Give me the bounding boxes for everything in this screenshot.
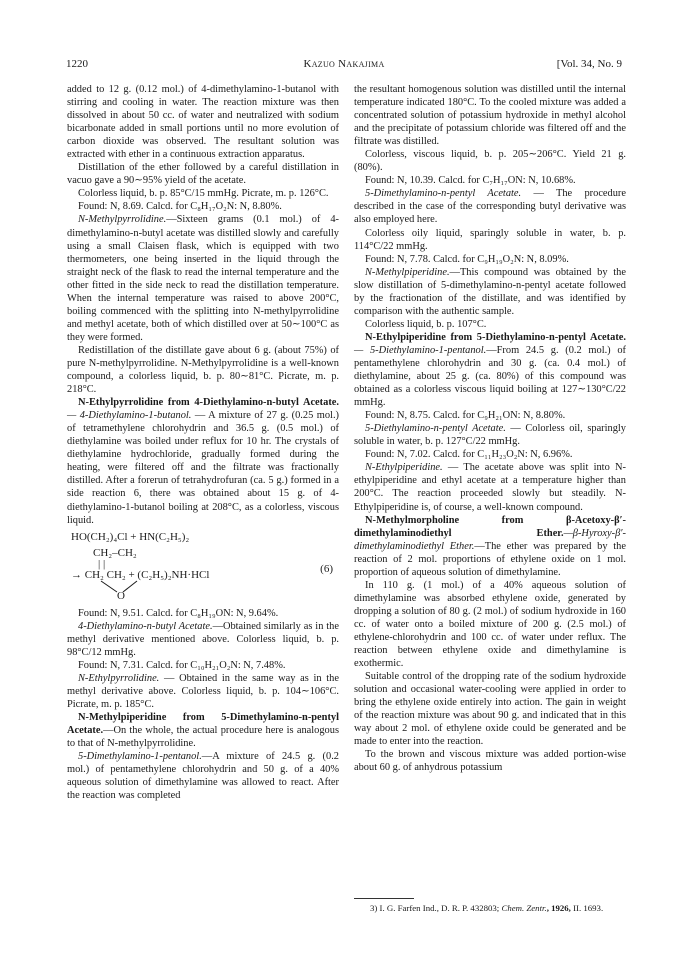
paragraph	[354, 461, 626, 513]
left-column	[67, 83, 339, 802]
analysis-line: Found: N, 8.69. Calcd. for C₈H₁₇O₂N: N, 8.80%.	[78, 201, 282, 213]
paragraph-body: —The ether was prepared by the reaction of 2 mol. proportions of ethylene oxide on 1 mol. proportion of aqueous solution of dimethylamine.	[354, 540, 626, 578]
paragraph: In 110 g. (1 mol.) of a 40% aqueous solution of dimethylamine was absorbed ethylene oxide, generated by dropping a solution of 80 g. (2 mol.) of sodium hydroxide in 160 cc. of water onto a boiled mixture of 200 g. (2.5 mol.) of ethylene-chlorohydrin and 100 cc. of water under reflux. The reaction between ethylene oxide and dimethylamine is exothermic.	[354, 579, 626, 670]
paragraph-body: — A mixture of 27 g. (0.25 mol.) of tetramethylene chlorohydrin and 36.5 g. (0.5 mol.) of diethylamine was boiled under reflux for 10 hr. The crystals of diethylamine hydrochloride, gradually formed during the heating, were filtered off and the filtrate was fractionally distilled. After a forerun of tetrahydrofuran (ca. 5 g.) formed in a side reaction 6, there was obtained about 15 g. of 4-diethylamino-1-butanol boiling at 208°C, as a colorless, viscous liquid.	[67, 410, 339, 526]
paragraph	[354, 422, 626, 448]
analysis-line: Found: N, 7.02. Calcd. for C₁₁H₂₃O₂N: N, 6.96%.	[365, 449, 573, 461]
paragraph	[67, 672, 339, 711]
analysis-line: Found: N, 7.31. Calcd. for C₁₀H₂₁O₂N: N, 7.48%.	[78, 659, 286, 671]
paragraph	[354, 331, 626, 409]
equation-number: (6)	[320, 562, 333, 575]
paragraph: Suitable control of the dropping rate of the sodium hydroxide solution and occasional water-cooling were applied in order to bring the ethylene oxide entirely into action. The gain in weight of the reaction mixture was about 90 g. and indicated that in this way about 2 mol. of ethylene oxide could be generated and be made to enter into the reaction.	[354, 671, 626, 748]
paragraph: Colorless liquid, b. p. 107°C.	[365, 318, 487, 330]
paragraph-body: —This compound was obtained by the slow distillation of 5-dimethylamino-n-pentyl acetate followed by the fractionation of the distillate, and was identified by comparison with the authentic sample.	[354, 266, 626, 317]
section-title: 4-Diethylamino-n-butyl Acetate.	[78, 620, 213, 632]
section-title: 5-Dimethylamino-1-pentanol.	[78, 751, 202, 763]
paragraph	[67, 750, 339, 802]
paragraph-body: — The procedure described in the case of the corresponding butyl derivative was also employed here.	[354, 188, 627, 226]
paragraph: Colorless liquid, b. p. 85°C/15 mmHg. Picrate, m. p. 126°C.	[78, 188, 329, 200]
footnote-tail: II. 1693.	[570, 903, 604, 913]
section-subtitle: — 5-Diethylamino-1-pentanol.	[354, 344, 487, 356]
section-heading: N-Methylmorpholine from β-Acetoxy-β′-dimethylaminodiethyl Ether.	[354, 514, 626, 539]
paragraph: Colorless oily liquid, sparingly soluble in water, b. p. 114°C/22 mmHg.	[354, 227, 626, 252]
analysis-line: Found: N, 7.78. Calcd. for C₉H₁₉O₂N: N, 8.09%.	[365, 253, 569, 265]
section-heading: N-Ethylpiperidine from 5-Diethylamino-n-pentyl Acetate.	[365, 331, 626, 343]
footnote-divider	[354, 898, 414, 899]
right-column	[354, 83, 626, 774]
analysis-line: Found: N, 8.75. Calcd. for C₉H₂₁ON: N, 8.80%.	[365, 410, 566, 422]
paragraph-body: — Colorless oil, sparingly soluble in water, b. p. 127°C/22 mmHg.	[354, 423, 626, 448]
ring-top: CH₂–CH₂	[93, 546, 137, 559]
ring-bonds: | |	[98, 557, 106, 570]
paragraph-body: —Obtained similarly as in the methyl derivative mentioned above. Colorless liquid, b. p. 98°C/12 mmHg.	[67, 620, 339, 658]
section-heading: N-Ethylpyrrolidine from 4-Diethylamino-n-butyl Acetate.	[78, 397, 339, 409]
section-heading: N-Methylpiperidine from 5-Dimethylamino-n-pentyl Acetate.	[67, 711, 339, 737]
paragraph: To the brown and viscous mixture was added portion-wise about 60 g. of anhydrous potassium	[354, 749, 626, 774]
section-title: 5-Dimethylamino-n-pentyl Acetate.	[365, 188, 522, 200]
section-title: 5-Diethylamino-n-pentyl Acetate.	[365, 423, 506, 435]
ring-middle: → CH₂ CH₂ + (C₂H₅)₂NH·HCl	[71, 568, 210, 581]
section-title: N-Methylpiperidine.	[365, 266, 450, 278]
reaction-equation	[71, 531, 339, 603]
paragraph	[67, 711, 339, 750]
paragraph	[354, 266, 626, 318]
paragraph: the resultant homogenous solution was distilled until the internal temperature indicated 180°C. To the cooled mixture was added a concentrated solution of potassium hydroxide in methyl alcohol and the precipitate of potassium chloride was filtered off and the filtrate was distilled.	[354, 84, 626, 148]
paragraph	[354, 514, 626, 579]
paragraph	[67, 396, 339, 526]
footnote	[370, 903, 626, 914]
running-volume: [Vol. 34, No. 9	[556, 58, 622, 70]
paragraph	[67, 620, 339, 659]
paragraph: Colorless, viscous liquid, b. p. 205∼206°C. Yield 21 g. (80%).	[354, 149, 626, 174]
section-title: N-Methylpyrrolidine.	[78, 214, 167, 226]
paragraph: Redistillation of the distillate gave about 6 g. (about 75%) of pure N-methylpyrrolidine. N-Methylpyrrolidine is a well-known compound, a colorless liquid, b. p. 80∼81°C. Picrate, m. p. 218°C.	[67, 344, 339, 396]
paragraph: Distillation of the ether followed by a careful distillation in vacuo gave a 90∼95% yield of the acetate.	[67, 162, 339, 187]
paragraph-body: —On the whole, the actual procedure here is analogous to that of N-methylpyrrolidine.	[67, 725, 339, 750]
paragraph: added to 12 g. (0.12 mol.) of 4-dimethylamino-1-butanol with stirring and cooling in water. The reaction mixture was then dissolved in about 50 cc. of water and neutralized with sodium bicarbonate added in small portions until no more evolution of carbon dioxide was observed. The resultant solution was extracted with ether in a continuous extraction apparatus.	[67, 84, 339, 161]
paragraph	[354, 187, 626, 226]
running-author: Kazuo Nakajima	[303, 58, 385, 70]
paragraph-body: — The acetate above was split into N-ethylpiperidine and ethyl acetate at a temperature higher than 200°C. The reaction proceeded slowly but steadily. N-Ethylpiperidine is, of course, a well-known compound.	[354, 462, 626, 513]
paragraph	[67, 213, 339, 343]
tetrahydrofuran-structure	[71, 545, 291, 603]
section-title: N-Ethylpiperidine.	[365, 462, 443, 474]
footnote-journal: Chem. Zentr.	[501, 903, 547, 913]
footnote-year: , 1926,	[546, 903, 571, 913]
section-subtitle: —β-Hyroxy-β′-dimethylaminodiethyl Ether.	[354, 527, 626, 552]
paragraph-body: —Sixteen grams (0.1 mol.) of 4-dimethylamino-n-butyl acetate was distilled slowly and carefully using a small Claisen flask, which is equipped with two thermometers, one being inserted in the liquid through the straight neck of the flask to read the internal temperature and the other fitted in the side neck to read the distillation temperature. When the internal temperature was raised to above 200°C, boiling commenced with the splitting into N-methylpyrrolidine and methyl acetate, both of which distilled over at 50∼100°C as they were formed.	[67, 214, 339, 343]
equation-reactants: HO(CH₂)₄Cl + HN(C₂H₅)₂	[71, 530, 190, 543]
section-title: N-Ethylpyrrolidine.	[78, 672, 160, 684]
section-subtitle: — 4-Diethylamino-1-butanol.	[67, 410, 192, 422]
page-number: 1220	[66, 58, 88, 70]
analysis-line: Found: N, 10.39. Calcd. for C₇H₁₇ON: N, 10.68%.	[365, 175, 576, 187]
ring-oxygen: O	[117, 589, 125, 602]
paragraph-body: —A mixture of 24.5 g. (0.2 mol.) of pentamethylene chlorohydrin and 50 g. of a 40% aqueous solution of dimethylamine was allowed to react. After the reaction was completed	[67, 751, 339, 802]
paragraph-body: — Obtained in the same way as in the methyl derivative above. Colorless liquid, b. p. 104∼106°C. Picrate, m. p. 185°C.	[67, 672, 339, 710]
footnote-text: 3) I. G. Farfen Ind., D. R. P. 432803;	[370, 903, 502, 913]
analysis-line: Found: N, 9.51. Calcd. for C₈H₁₉ON: N, 9.64%.	[78, 607, 279, 619]
paragraph-body: —From 24.5 g. (0.2 mol.) of pentamethylene chlorohydrin and 30 g. (ca. 0.4 mol.) of diethylamine, about 25 g. (ca. 80%) of this compound was obtained as a colorless viscous liquid boiling at 127∼130°C/22 mmHg.	[354, 344, 626, 409]
